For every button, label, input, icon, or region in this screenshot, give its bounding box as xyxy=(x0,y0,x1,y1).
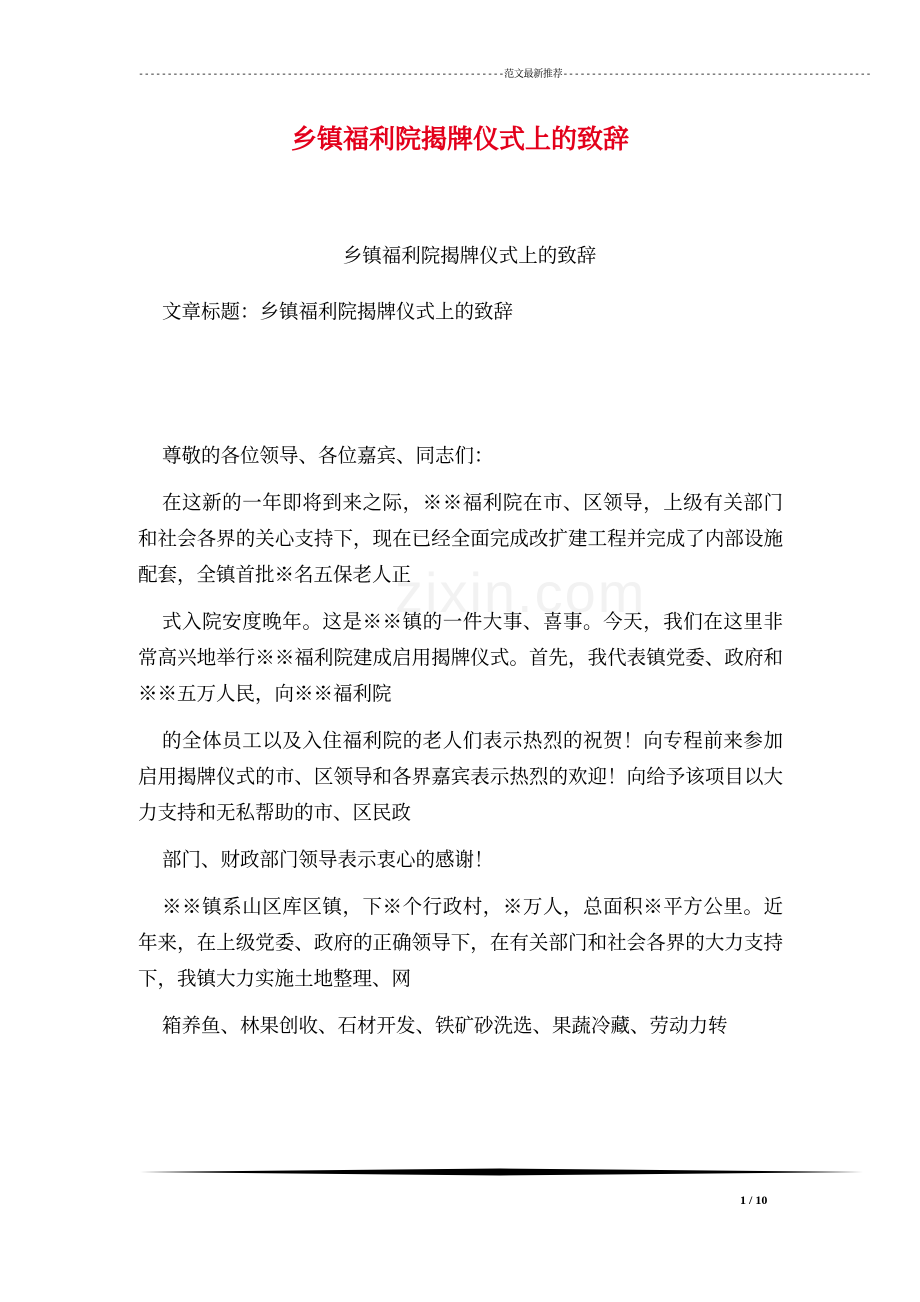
page-number: 1 / 10 xyxy=(740,1193,768,1207)
header-banner: ----------------------------------------------------------------范文最新推荐------------------------------------------------------ xyxy=(138,69,872,80)
paragraph: 部门、财政部门领导表示衷心的感谢！ xyxy=(162,848,494,871)
salutation: 尊敬的各位领导、各位嘉宾、同志们： xyxy=(162,444,494,467)
paragraph: ※※镇系山区库区镇，下※个行政村，※万人，总面积※平方公里。近年来，在上级党委、政府的正确领导下，在有关部门和社会各界的大力支持下，我镇大力实施土地整理、网 xyxy=(138,895,783,990)
paragraph: 在这新的一年即将到来之际，※※福利院在市、区领导，上级有关部门和社会各界的关心支持下，现在已经全面完成改扩建工程并完成了内部设施配套，全镇首批※名五保老人正 xyxy=(138,491,783,586)
document-body xyxy=(138,238,783,1055)
paragraph: 的全体员工以及入住福利院的老人们表示热烈的祝贺！向专程前来参加启用揭牌仪式的市、区领导和各界嘉宾表示热烈的欢迎！向给予该项目以大力支持和无私帮助的市、区民政 xyxy=(138,729,783,824)
watermark: zixin.com xyxy=(395,561,647,624)
paragraph: 式入院安度晚年。这是※※镇的一件大事、喜事。今天，我们在这里非常高兴地举行※※福利院建成启用揭牌仪式。首先，我代表镇党委、政府和※※五万人民，向※※福利院 xyxy=(138,610,783,705)
footer-divider xyxy=(140,1168,863,1176)
document-subtitle: 乡镇福利院揭牌仪式上的致辞 xyxy=(342,244,597,267)
article-title-label: 文章标题：乡镇福利院揭牌仪式上的致辞 xyxy=(162,300,514,323)
blank-spacer xyxy=(138,330,783,438)
paragraph: 箱养鱼、林果创收、石材开发、铁矿砂洗选、果蔬冷藏、劳动力转 xyxy=(162,1014,728,1037)
document-title: 乡镇福利院揭牌仪式上的致辞 xyxy=(290,125,629,155)
